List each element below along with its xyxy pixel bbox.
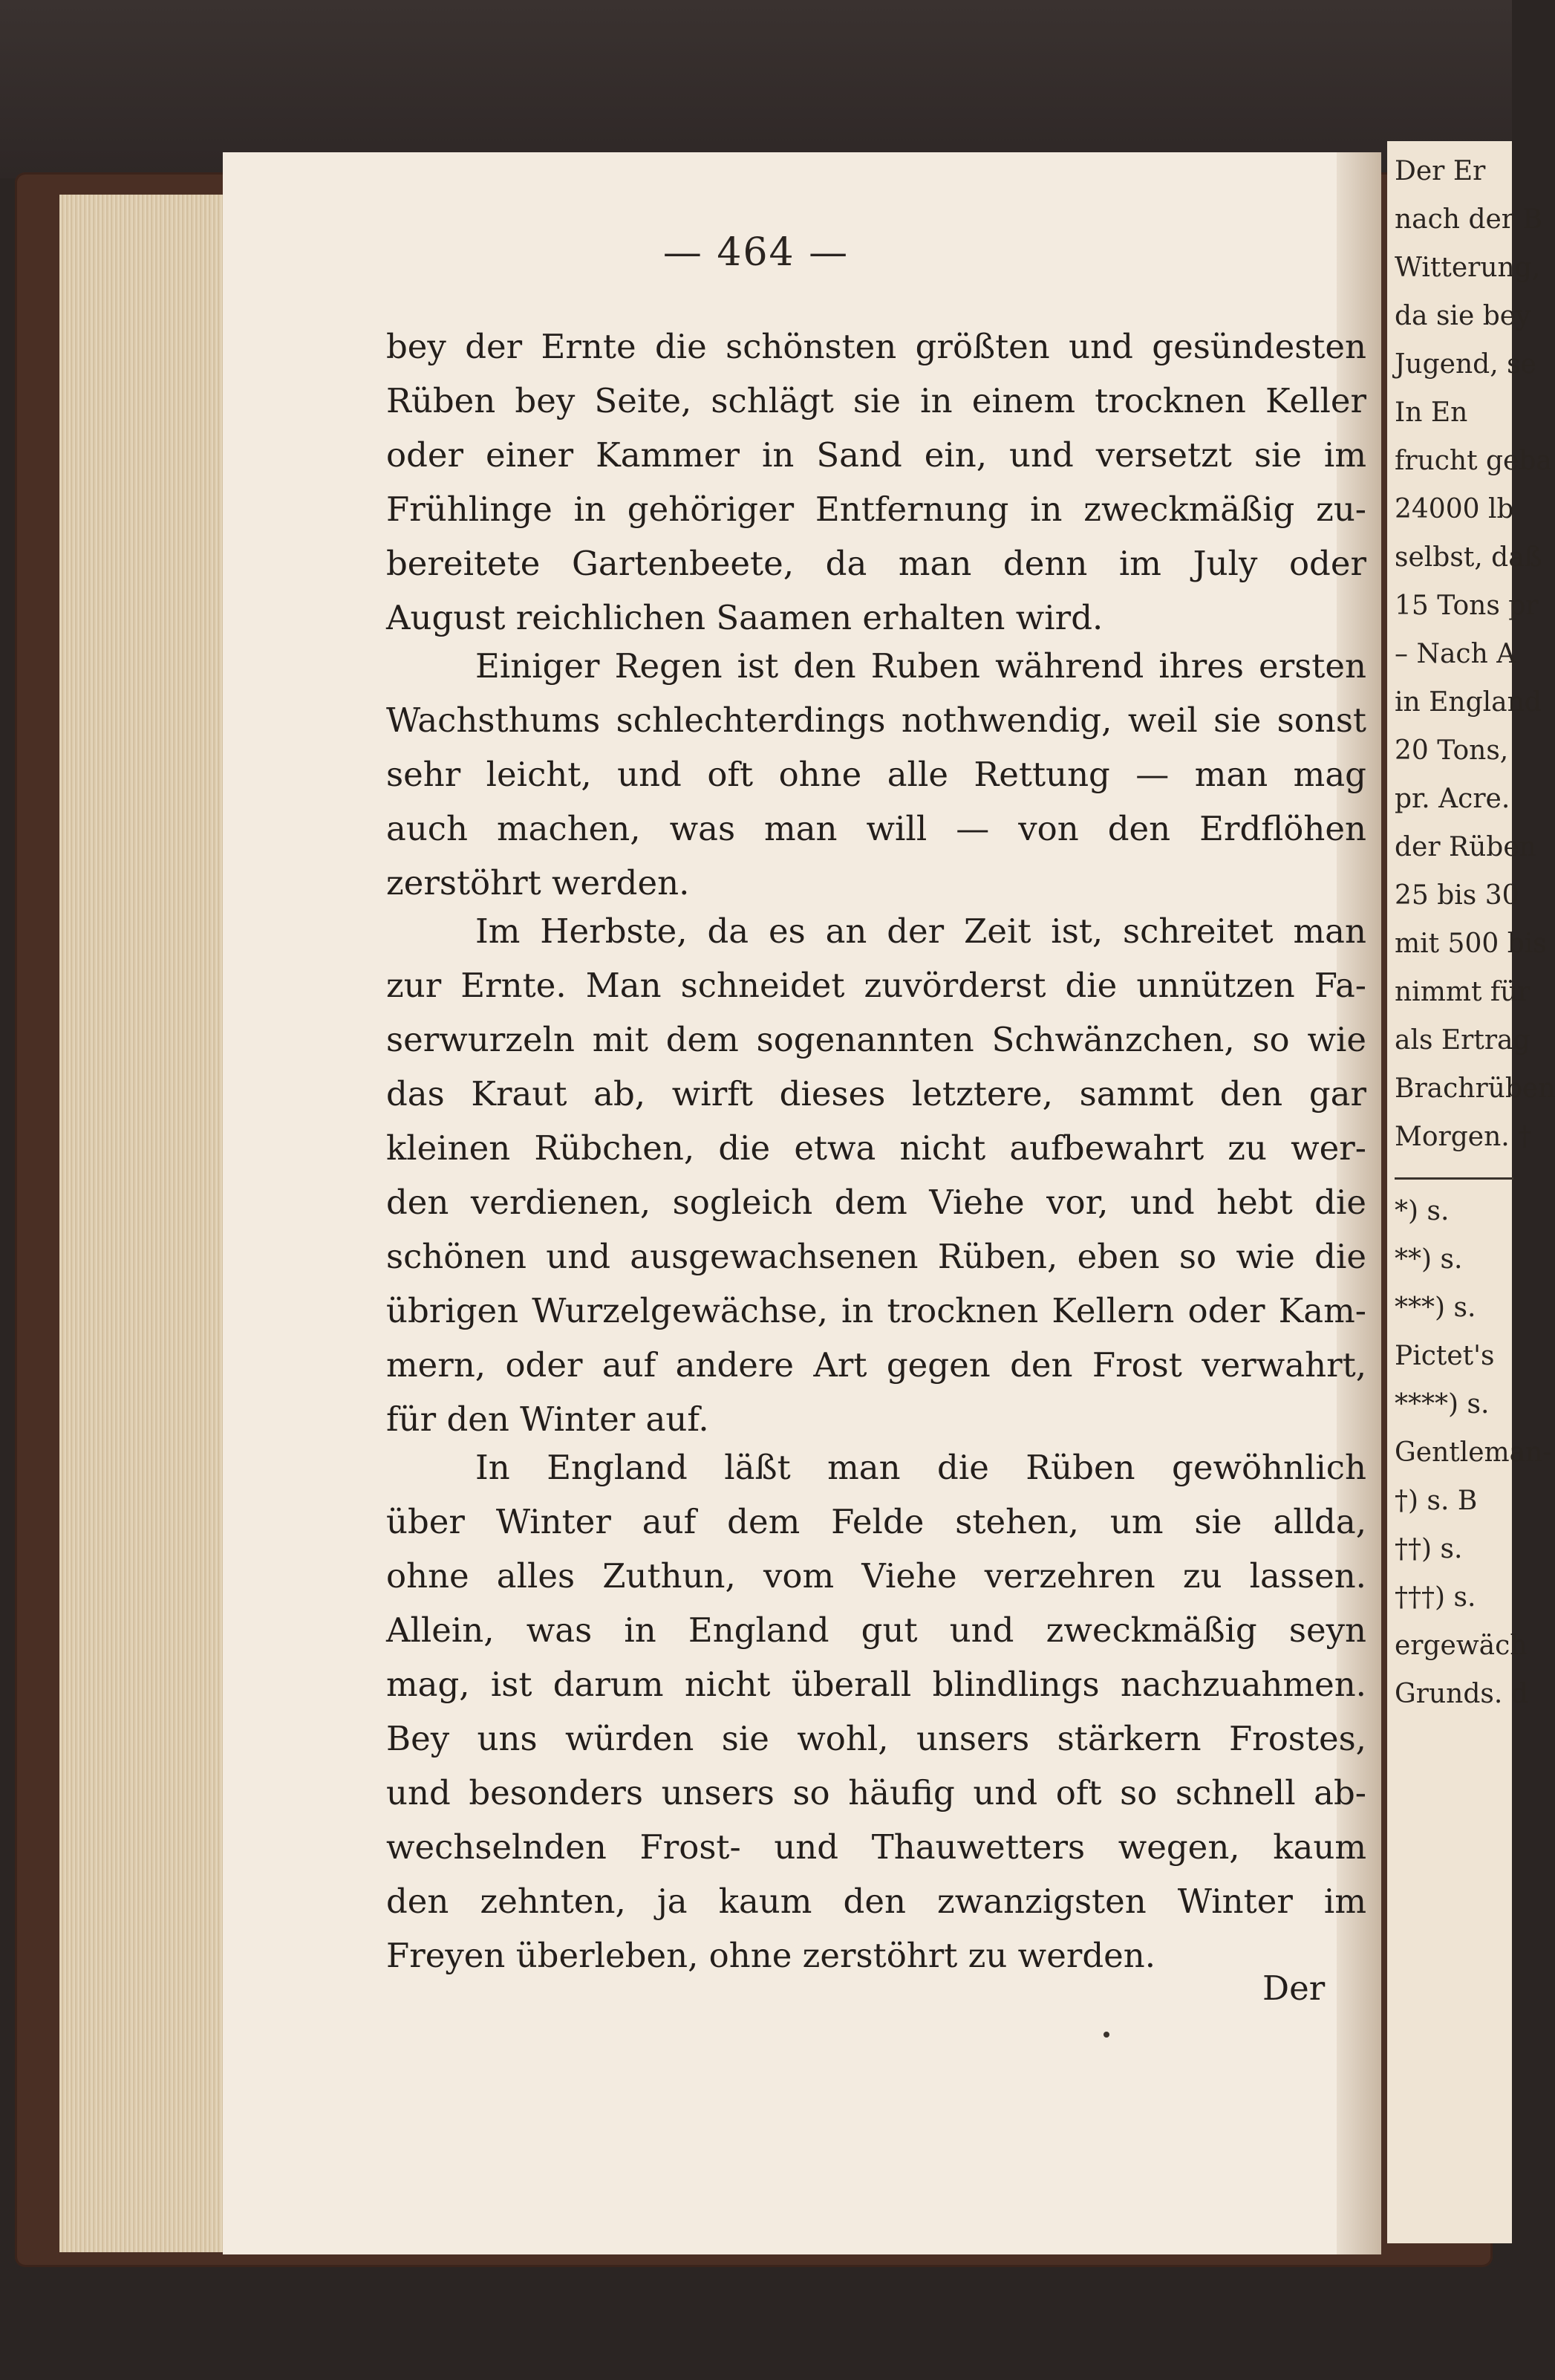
text-line: sehr leicht, und oft ohne alle Rettung — man mag [386,755,1366,794]
text-line: bey der Ernte die schönsten größten und gesündesten [386,327,1366,366]
facing-footnote: ****) s. [1395,1389,1490,1420]
text-line: wechselnden Frost- und Thauwetters wegen, kaum [386,1827,1366,1867]
text-line: bereitete Gartenbeete, da man denn im July oder [386,544,1366,583]
text-line: Freyen überleben, ohne zerstöhrt zu werden. [386,1936,1156,1975]
facing-line: da sie bey [1395,301,1531,331]
page-edges [59,195,238,2252]
facing-line: 20 Tons, [1395,735,1509,766]
facing-line: der Rüben [1395,832,1536,862]
facing-footnote: **) s. [1395,1244,1463,1275]
facing-line: Brachrüben [1395,1073,1555,1104]
facing-footnote: Gentleman- [1395,1437,1552,1468]
text-line: Einiger Regen ist den Ruben während ihres ersten [475,646,1366,686]
facing-line: selbst, daß [1395,542,1542,573]
text-line: zerstöhrt werden. [386,863,690,903]
facing-line: Morgen. † [1395,1122,1532,1152]
facing-line: In En [1395,397,1468,428]
facing-line: Der Er [1395,156,1486,186]
facing-line: Witterung, [1395,253,1541,283]
text-line: kleinen Rübchen, die etwa nicht aufbewahrt zu wer- [386,1128,1366,1168]
facing-footnote: †††) s. [1395,1582,1476,1613]
facing-footnote: Pictet's [1395,1341,1495,1371]
facing-footnote: Grunds. d [1395,1679,1528,1709]
facing-line: in England [1395,687,1542,718]
text-line: übrigen Wurzelgewächse, in trocknen Kellern oder Kam- [386,1291,1366,1330]
text-line: über Winter auf dem Felde stehen, um sie allda, [386,1502,1366,1541]
text-line: ohne alles Zuthun, vom Viehe verzehren zu lassen. [386,1556,1366,1596]
text-line: oder einer Kammer in Sand ein, und versetzt sie im [386,435,1366,475]
text-line: schönen und ausgewachsenen Rüben, eben so wie die [386,1237,1366,1276]
facing-footnote: ***) s. [1395,1293,1476,1323]
facing-footnote: ††) s. [1395,1534,1463,1564]
facing-footnote: †) s. B [1395,1486,1478,1516]
facing-line: nimmt für [1395,977,1530,1007]
facing-line: pr. Acre. [1395,784,1510,814]
catchword: Der [1262,1968,1326,2008]
text-line: zur Ernte. Man schneidet zuvörderst die unnützen Fa- [386,966,1366,1005]
text-line: In England läßt man die Rüben gewöhnlich [475,1448,1366,1487]
facing-footnote: ergewäch [1395,1630,1528,1661]
facing-footnote: *) s. [1395,1196,1450,1226]
text-line: den zehnten, ja kaum den zwanzigsten Winter im [386,1882,1366,1921]
text-line: Rüben bey Seite, schlägt sie in einem trocknen Keller [386,381,1366,420]
ink-speck [1104,2032,1109,2038]
text-line: August reichlichen Saamen erhalten wird. [386,598,1104,637]
facing-line: als Ertrag [1395,1025,1530,1056]
facing-line: nach der B [1395,204,1542,235]
text-line: Im Herbste, da es an der Zeit ist, schreitet man [475,911,1366,951]
text-line: und besonders unsers so häufig und oft so schnell ab- [386,1773,1366,1812]
text-line: mag, ist darum nicht überall blindlings nachzuahmen. [386,1665,1366,1704]
text-line: Wachsthums schlechterdings nothwendig, weil sie sonst [386,700,1366,740]
facing-line: – Nach A [1395,639,1516,669]
text-line: den verdienen, sogleich dem Viehe vor, und hebt die [386,1183,1366,1222]
facing-line: frucht geba [1395,446,1552,476]
text-line: Allein, was in England gut und zweckmäßig seyn [386,1610,1366,1650]
text-line: für den Winter auf. [386,1399,709,1439]
facing-line: Jugend, se [1395,349,1536,380]
text-line: Frühlinge in gehöriger Entfernung in zweckmäßig zu- [386,490,1366,529]
facing-line: 24000 lb [1395,494,1514,524]
page-number: — 464 — [662,230,850,275]
facing-line: 25 bis 30 [1395,880,1519,911]
facing-line: 15 Tons pr [1395,591,1539,621]
footnote-rule [1395,1177,1513,1180]
text-line: auch machen, was man will — von den Erdflöhen [386,809,1366,848]
facing-line: mit 500 bis [1395,929,1547,959]
text-line: das Kraut ab, wirft dieses letztere, sammt den gar [386,1074,1366,1113]
facing-page-fragment [1387,141,1555,2243]
text-line: serwurzeln mit dem sogenannten Schwänzchen, so wie [386,1020,1366,1059]
text-line: Bey uns würden sie wohl, unsers stärkern Frostes, [386,1719,1366,1758]
text-line: mern, oder auf andere Art gegen den Frost verwahrt, [386,1345,1366,1385]
dark-backdrop [0,0,1512,178]
